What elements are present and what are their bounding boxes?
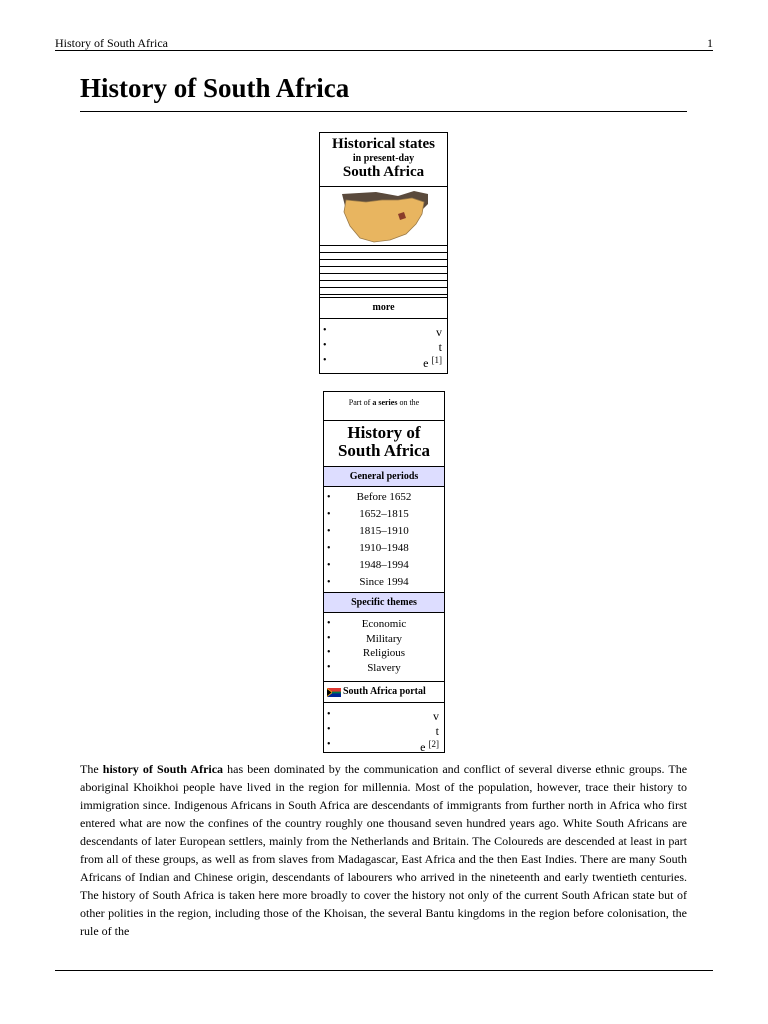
theme-item[interactable]: • Religious [327, 647, 406, 659]
series-title: History of South Africa [337, 423, 431, 460]
history-series-sidebar [323, 391, 445, 753]
vte-talk-link[interactable]: t [435, 724, 439, 738]
general-periods-heading: General periods [324, 466, 444, 487]
period-item[interactable]: • 1948–1994 [327, 559, 409, 571]
vte-talk-item[interactable]: • t [327, 724, 439, 738]
vte-view-item[interactable]: • v [323, 325, 442, 339]
vte-talk-item[interactable]: • t [323, 340, 442, 354]
periods-list [324, 487, 444, 591]
theme-item[interactable]: • Economic [327, 618, 407, 630]
period-item[interactable]: • 1652–1815 [327, 508, 409, 520]
portal-label[interactable]: South Africa portal [343, 686, 426, 697]
more-link[interactable]: more [320, 297, 447, 319]
infobox-country: South Africa [342, 164, 425, 180]
page-number: 1 [707, 36, 713, 50]
vte-view-link[interactable]: v [436, 325, 442, 339]
theme-item[interactable]: • Military [327, 632, 403, 645]
state-row [320, 288, 447, 295]
south-africa-map-image [336, 188, 432, 244]
state-row [320, 274, 447, 281]
period-item[interactable]: • 1815–1910 [327, 525, 409, 537]
bold-subject: history of South Africa [102, 762, 224, 776]
south-africa-flag-icon [327, 688, 341, 697]
state-row [320, 281, 447, 288]
page-title: History of South Africa [80, 73, 350, 103]
title-divider [80, 111, 687, 112]
vte-list [320, 325, 447, 370]
themes-list [324, 613, 444, 675]
state-row [320, 246, 447, 253]
vte-edit-item[interactable]: • e [2] [327, 739, 439, 754]
vte-view-item[interactable]: • v [327, 709, 439, 723]
vte-list [324, 709, 444, 754]
theme-item[interactable]: • Slavery [327, 661, 401, 674]
infobox-header [320, 133, 447, 187]
reference-marker[interactable]: [1] [431, 355, 442, 365]
series-note: Part of a series on the [324, 392, 444, 421]
period-item[interactable]: • Since 1994 [327, 576, 409, 588]
footer-divider [55, 970, 713, 971]
specific-themes-heading: Specific themes [324, 592, 444, 613]
period-item[interactable]: • Before 1652 [327, 491, 412, 503]
vte-view-link[interactable]: v [433, 709, 439, 723]
states-rows [320, 246, 447, 295]
series-link[interactable]: a series [372, 398, 398, 407]
infobox-subheading: in present-day [352, 153, 415, 164]
vte-edit-item[interactable]: • e [1] [323, 355, 442, 370]
portal-link[interactable] [324, 681, 444, 703]
infobox-heading: Historical states [332, 136, 435, 152]
state-row [320, 260, 447, 267]
reference-marker[interactable]: [2] [428, 739, 439, 749]
vte-edit-link[interactable]: e [420, 740, 426, 754]
historical-states-infobox [319, 132, 448, 374]
vte-edit-link[interactable]: e [423, 356, 429, 370]
period-item[interactable]: • 1910–1948 [327, 542, 409, 554]
state-row [320, 253, 447, 260]
intro-paragraph: The history of South Africa has been dominated by the communication and conflict of several diverse ethnic groups. The aboriginal Khoikhoi people have lived in the region for millennia. Most of the population, however, trace their history to immigration since. Indigenous Africans in South Africa are descendants of immigrants from further north in Africa who first entered what are now the confines of the country roughly one thousand seven hundred years ago. White South Africans are descendants of later European settlers, mainly from the Netherlands and Britain. The Coloureds are descended at least in part from all of these groups, as well as from slaves from Madagascar, East Africa and the then East Indies. There are many South Africans of Indian and Chinese origin, descendants of labourers who arrived in the nineteenth and early twentieth centuries. The history of South Africa is taken here more broadly to cover the history not only of the current South African state but of other polities in the region, including those of the Khoisan, the several Bantu kingdoms in the region before colonisation, the rule of the [80, 762, 688, 938]
running-header [55, 36, 713, 51]
south-africa-map [320, 187, 447, 246]
running-title: History of South Africa [55, 36, 168, 50]
vte-talk-link[interactable]: t [438, 340, 442, 354]
state-row [320, 267, 447, 274]
